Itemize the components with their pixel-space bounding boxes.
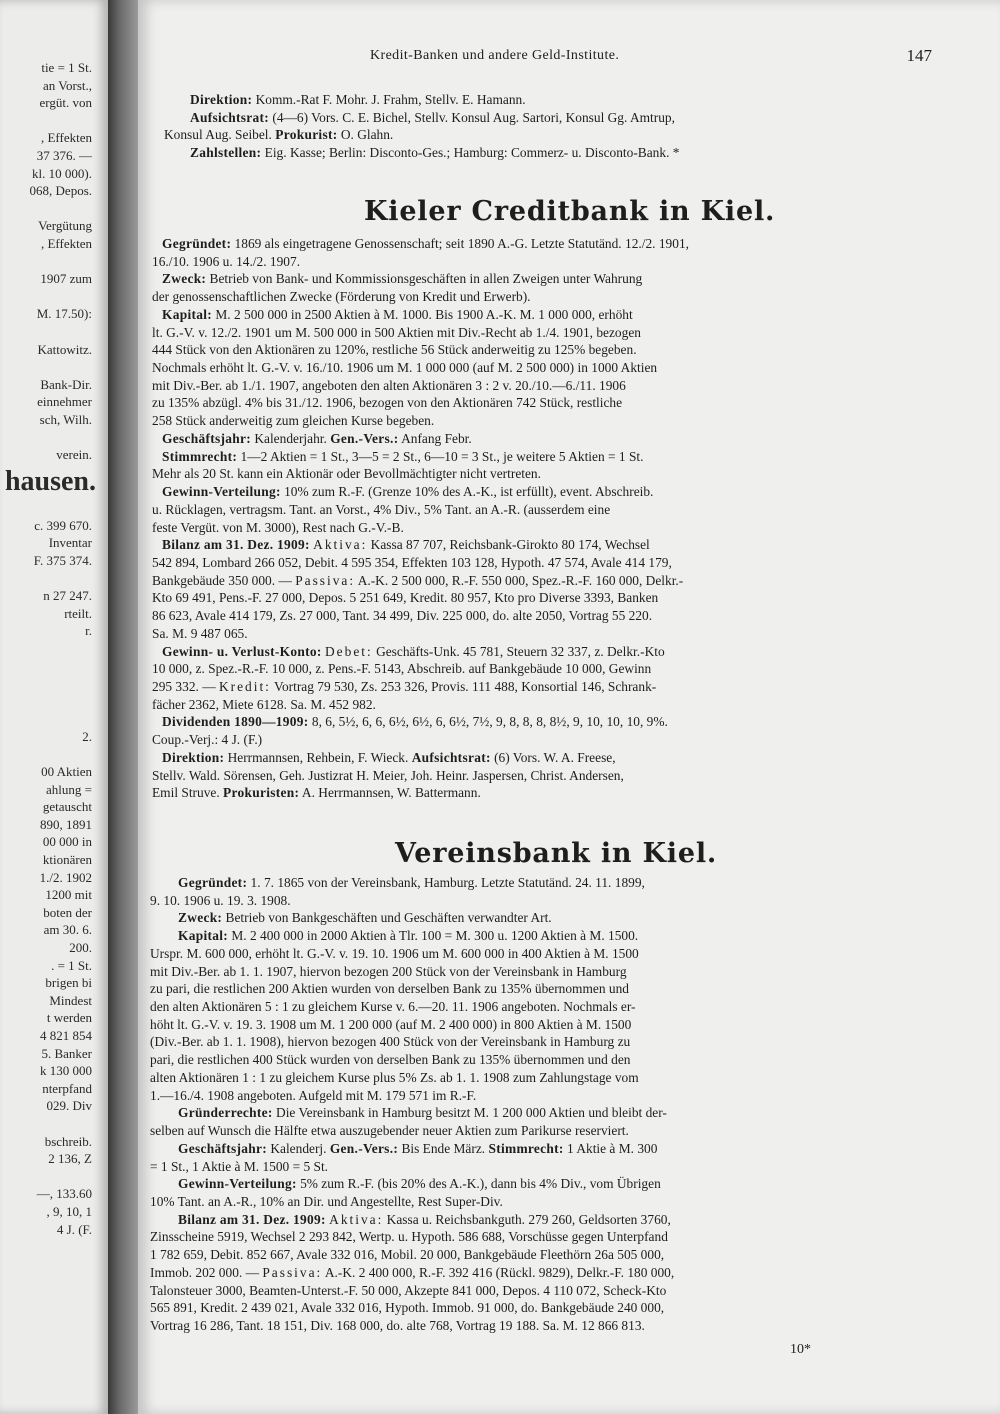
text-run: 1—2 Aktien = 1 St., 3—5 = 2 St., 6—10 = 3 St., je weitere 5 Aktien = 1 St. <box>237 448 644 464</box>
text-line <box>152 608 652 623</box>
left-page-line: 00 000 in <box>42 834 92 850</box>
text-line <box>152 768 624 783</box>
text-line <box>162 271 642 286</box>
text-line <box>152 661 651 676</box>
text-run: Die Vereinsbank in Hamburg besitzt M. 1 200 000 Aktien und bleibt der- <box>272 1105 667 1121</box>
text-line <box>152 590 658 605</box>
left-page-line: 00 Aktien <box>41 764 92 779</box>
left-page-line: , 9, 10, 1 <box>46 1204 92 1219</box>
left-page-line: n 27 247. <box>43 588 92 603</box>
left-page-line: einnehmer <box>37 394 92 410</box>
left-page-line: , Effekten <box>40 236 92 251</box>
text-run: 10% Tant. an A.-R., 10% an Dir. und Angestellte, Rest Super-Div. <box>150 1193 503 1209</box>
running-title: Kredit-Banken und andere Geld-Institute. <box>370 48 620 63</box>
left-page-line: 2. <box>82 728 92 744</box>
running-header <box>138 48 1000 70</box>
text-line <box>152 520 404 535</box>
field-label: Stimmrecht: <box>488 1140 564 1156</box>
text-run: A.-K. 2 500 000, R.-F. 550 000, Spez.-R.-F. 160 000, Delkr.- <box>355 572 684 588</box>
text-run: (Div.-Ber. ab 1. 1. 1908), hiervon bezogen 400 Stück von der Vereinsbank in Hamburg zu <box>150 1034 631 1050</box>
text-run: Bis Ende März. <box>398 1140 489 1156</box>
field-label: Gen.-Vers.: <box>329 1140 399 1156</box>
text-line <box>178 1105 667 1120</box>
text-line <box>152 785 481 800</box>
left-page-line: k 130 000 <box>40 1063 92 1079</box>
text-line <box>162 307 633 322</box>
text-line <box>190 110 675 125</box>
field-label: Gegründet: <box>162 236 232 251</box>
left-page-line: , Effekten <box>40 130 92 146</box>
text-run: (4—6) Vors. C. E. Bichel, Stellv. Konsul Aug. Sartori, Konsul Gg. Amtrup, <box>269 109 675 125</box>
left-page-line: sch, Wilh. <box>39 412 92 427</box>
text-line <box>152 342 637 357</box>
text-line <box>190 92 526 107</box>
left-page-line: nterpfand <box>42 1080 92 1096</box>
text-line <box>150 1088 476 1103</box>
text-run: 5% zum R.-F. (bis 20% des A.-K.), dann bis 4% Div., vom Übrigen <box>296 1176 661 1192</box>
field-label: Gen.-Vers.: <box>330 430 399 446</box>
ledger-side-label: Debet: <box>325 643 373 659</box>
text-line <box>162 750 616 765</box>
left-page-line: rteilt. <box>64 605 92 621</box>
text-line <box>152 378 626 393</box>
text-run: 444 Stück von den Aktionären zu 120%, restliche 56 Stück anderweitig zu 125% begeben. <box>152 342 637 358</box>
text-run: lt. G.-V. v. 12./2. 1901 um M. 500 000 in 500 Aktien mit Div.-Recht ab 1./4. 1901, bezogen <box>152 324 641 340</box>
text-line <box>150 1017 631 1032</box>
text-line <box>150 1300 664 1315</box>
left-page-line: brigen bi <box>45 975 92 991</box>
left-page-line: 200. <box>69 940 92 955</box>
field-label: Aufsichtsrat: <box>190 109 270 125</box>
text-run: Komm.-Rat F. Mohr. J. Frahm, Stellv. E. Hamann. <box>252 92 526 107</box>
text-run: selben auf Wunsch die Hälfte etwa auszugebender neuer Aktien zum Parikurse reserviert. <box>150 1123 629 1139</box>
page-147 <box>138 0 1000 1414</box>
field-label: Zweck: <box>162 271 207 287</box>
kieler-creditbank-title: Kieler Creditbank in Kiel. <box>364 196 776 227</box>
text-run: Kto 69 491, Pens.-F. 27 000, Depos. 5 251 649, Kredit. 80 957, Kto pro Diverse 3393, Banken <box>152 590 659 606</box>
text-line <box>162 449 643 464</box>
field-label: Stimmrecht: <box>162 448 238 464</box>
text-line <box>152 413 434 428</box>
field-label: Geschäftsjahr: <box>178 1140 267 1156</box>
text-run: mit Div.-Ber. ab 1. 1. 1907, hiervon bezogen 200 Stück von der Vereinsbank in Hamburg <box>150 963 627 979</box>
field-label: Prokuristen: <box>223 785 300 801</box>
ledger-side-label: Aktiva: <box>313 537 368 553</box>
text-run: der genossenschaftlichen Zwecke (Förderung von Kredit und Erwerb). <box>152 289 531 305</box>
book-spine <box>108 0 138 1414</box>
text-run: Konsul Aug. Seibel. <box>164 127 276 142</box>
left-page-line: 5. Banker <box>41 1045 92 1061</box>
left-page-line: M. 17.50): <box>36 306 92 322</box>
text-line <box>152 679 656 694</box>
text-line <box>178 928 638 943</box>
text-line <box>150 1247 664 1262</box>
text-line <box>152 325 641 340</box>
left-page-line: am 30. 6. <box>43 922 92 938</box>
text-line <box>150 1265 674 1280</box>
text-run: höht lt. G.-V. v. 19. 3. 1908 um M. 1 200 000 (auf M. 2 400 000) in 800 Aktien à M. 1500 <box>150 1016 632 1032</box>
left-page-line: Inventar <box>48 535 92 551</box>
text-run: Betrieb von Bankgeschäften und Geschäften verwandter Art. <box>222 910 552 926</box>
text-line <box>162 537 650 552</box>
left-page-line: Kattowitz. <box>37 341 92 357</box>
text-run: mit Div.-Ber. ab 1./1. 1907, angeboten den alten Aktionären 3 : 2 v. 20./10.—6./11. 1906 <box>152 377 626 393</box>
text-line <box>164 127 393 142</box>
text-line <box>152 697 376 712</box>
text-run: Urspr. M. 600 000, erhöht lt. G.-V. v. 19. 10. 1906 um M. 600 000 in 400 Aktien à M. 1500 <box>150 945 639 961</box>
text-run: (6) Vors. W. A. Freese, <box>490 749 616 765</box>
left-page-line: 1200 mit <box>45 887 92 903</box>
text-run: Emil Struve. <box>152 785 224 801</box>
text-line <box>162 714 668 729</box>
text-run: 1.—16./4. 1908 angeboten. Aufgeld mit M. 179 571 im R.-F. <box>150 1087 477 1103</box>
signature-mark: 10* <box>790 1342 811 1357</box>
left-page-line: ktionären <box>42 852 92 867</box>
text-line <box>150 946 639 961</box>
field-label: Gewinn-Verteilung: <box>178 1176 297 1192</box>
text-run: Sa. M. 9 487 065. <box>152 625 248 641</box>
text-line <box>162 484 653 499</box>
text-line <box>150 964 627 979</box>
ledger-side-label: Kredit: <box>218 679 271 694</box>
left-page-line: an Vorst., <box>43 77 92 93</box>
text-run: 258 Stück anderweitig zum gleichen Kurse begeben. <box>152 413 435 429</box>
field-label: Dividenden 1890—1909: <box>162 714 309 730</box>
text-line <box>150 1229 668 1244</box>
left-page-line: 37 376. — <box>36 148 92 163</box>
text-line <box>152 626 248 641</box>
left-page-line: 1907 zum <box>40 271 92 287</box>
left-page-line: 2 136, Z <box>48 1151 92 1167</box>
field-label: Aufsichtsrat: <box>411 749 491 765</box>
text-run: feste Vergüt. von M. 3000), Rest nach G.-V.-B. <box>152 519 404 535</box>
left-page-line: Mindest <box>49 992 92 1008</box>
text-run: O. Glahn. <box>337 127 394 142</box>
text-run: Herrmannsen, Rehbein, F. Wieck. <box>224 749 412 765</box>
text-run: Eig. Kasse; Berlin: Disconto-Ges.; Hamburg: Commerz- u. Disconto-Bank. * <box>261 144 680 160</box>
field-label: Gründerrechte: <box>178 1105 273 1121</box>
field-label: Gewinn- u. Verlust-Konto: <box>162 643 322 659</box>
text-run: A.-K. 2 400 000, R.-F. 392 416 (Rückl. 9829), Delkr.-F. 180 000, <box>322 1264 675 1280</box>
text-run: Betrieb von Bank- und Kommissionsgeschäften in allen Zweigen unter Wahrung <box>206 271 643 287</box>
ledger-side-label: Passiva: <box>295 572 356 588</box>
left-page-line: 890, 1891 <box>40 816 92 832</box>
text-run: Kalenderj. <box>267 1140 330 1156</box>
text-run: Kassa u. Reichsbankguth. 279 260, Geldsorten 3760, <box>383 1211 671 1227</box>
text-line <box>178 1212 671 1227</box>
text-line <box>152 254 300 269</box>
text-run: 9. 10. 1906 u. 19. 3. 1908. <box>150 892 291 908</box>
text-run: Bankgebäude 350 000. — <box>152 572 296 588</box>
text-run: Coup.-Verj.: 4 J. (F.) <box>152 732 263 748</box>
left-page-line: Bank-Dir. <box>40 376 92 392</box>
text-line <box>150 981 629 996</box>
text-run: M. 2 400 000 in 2000 Aktien à Tlr. 100 = M. 300 u. 1200 Aktien à M. 1500. <box>228 928 639 944</box>
field-label: Direktion: <box>190 92 253 107</box>
left-page-line: getauscht <box>42 799 92 815</box>
text-run: 86 623, Avale 414 179, Zs. 27 000, Tant. 34 499, Div. 225 000, do. alte 2050, Vortrag 55 220. <box>152 608 653 624</box>
left-page-line: 029. Div <box>46 1098 92 1114</box>
left-page-line: 068, Depos. <box>29 183 92 199</box>
field-label: Zahlstellen: <box>190 144 262 160</box>
text-line <box>152 573 683 588</box>
text-line <box>150 1070 639 1085</box>
text-line <box>152 502 610 517</box>
text-line <box>150 999 636 1014</box>
field-label: Gewinn-Verteilung: <box>162 484 281 500</box>
text-run: Zinsscheine 5919, Wechsel 2 293 842, Wertp. u. Hypoth. 586 688, Vorschüsse gegen Unterpfand <box>150 1229 668 1245</box>
text-line <box>152 395 622 410</box>
text-line <box>178 1141 657 1156</box>
text-run: Nochmals erhöht lt. G.-V. v. 16./10. 1906 um M. 1 000 000 (auf M. 2 500 000) in 1000 Aktien <box>152 360 658 376</box>
text-line <box>178 875 645 890</box>
left-page-line: 4 J. (F. <box>56 1221 92 1237</box>
text-line <box>150 1159 328 1174</box>
left-page-line: kl. 10 000). <box>32 165 92 181</box>
text-line <box>152 289 531 304</box>
text-line <box>152 555 672 570</box>
text-line <box>178 910 552 925</box>
text-run: A. Herrmannsen, W. Battermann. <box>299 785 481 801</box>
left-page-line: r. <box>85 623 92 639</box>
text-run: Mehr als 20 St. kann ein Aktionär oder Bevollmächtigter nicht vertreten. <box>152 466 541 482</box>
text-run: 565 891, Kredit. 2 439 021, Avale 332 016, Hypoth. Immob. 91 000, do. Bankgebäude 240 000, <box>150 1300 665 1316</box>
text-line <box>150 1052 630 1067</box>
text-run: 10 000, z. Spez.-R.-F. 10 000, z. Pens.-F. 5143, Abschreib. auf Bankgebäude 10 000, Gewinn <box>152 661 652 677</box>
field-label: Zweck: <box>178 910 223 926</box>
left-page-line: hausen. <box>4 466 96 498</box>
text-run: alten Aktionären 1 : 1 zu gleichem Kurse plus 5% Zs. ab 1. 1. 1908 zum Zahlungstage vom <box>150 1069 639 1085</box>
left-page-line: verein. <box>56 447 92 463</box>
text-line <box>152 360 657 375</box>
field-label: Kapital: <box>162 306 213 322</box>
text-run: u. Rücklagen, vertragsm. Tant. an Vorst., 4% Div., 5% Tant. an A.-R. (ausserdem eine <box>152 501 611 517</box>
left-page-line: tie = 1 St. <box>41 60 92 75</box>
left-page-line: bschreib. <box>44 1133 92 1149</box>
text-run: 1 Aktie à M. 300 <box>563 1140 658 1156</box>
field-label: Prokurist: <box>275 127 338 142</box>
page-number: 147 <box>906 46 932 65</box>
text-run: zu 135% abzügl. 4% bis 31./12. 1906, bezogen von den Aktionären 742 Stück, restliche <box>152 395 623 411</box>
left-page-line: boten der <box>43 904 92 920</box>
text-run: Talonsteuer 3000, Beamten-Unterst.-F. 50 000, Akzepte 841 000, Depos. 4 110 072, Scheck-Kto <box>150 1282 667 1298</box>
text-line <box>150 1283 666 1298</box>
text-line <box>150 1123 629 1138</box>
text-line <box>162 236 689 251</box>
text-line <box>152 732 262 747</box>
text-run: Immob. 202 000. — <box>150 1264 263 1280</box>
left-page-line: . = 1 St. <box>51 957 92 973</box>
left-page-line: 4 821 854 <box>40 1028 92 1043</box>
vereinsbank-title: Vereinsbank in Kiel. <box>395 838 718 869</box>
text-run: Kassa 87 707, Reichsbank-Girokto 80 174, Wechsel <box>367 537 650 553</box>
field-label: Direktion: <box>162 749 225 765</box>
text-line <box>162 431 472 446</box>
left-page-line: 1./2. 1902 <box>39 869 92 885</box>
text-run: fächer 2362, Miete 6128. Sa. M. 452 982. <box>152 696 376 712</box>
field-label: Gegründet: <box>178 875 248 890</box>
text-run: Geschäfts-Unk. 45 781, Steuern 32 337, z. Delkr.-Kto <box>372 643 665 659</box>
left-page-line: ahlung = <box>46 781 92 797</box>
text-line <box>150 1318 645 1333</box>
text-run: 295 332. — <box>152 679 219 694</box>
text-run: 1 782 659, Debit. 852 667, Avale 332 016, Mobil. 20 000, Bankgebäude Fleethörn 26a 505 000, <box>150 1247 665 1263</box>
left-page-line: ergüt. von <box>39 95 92 111</box>
text-run: M. 2 500 000 in 2500 Aktien à M. 1000. Bis 1900 A.-K. M. 1 000 000, erhöht <box>212 306 633 322</box>
text-line <box>152 466 541 481</box>
ledger-side-label: Aktiva: <box>329 1211 384 1227</box>
text-run: Vortrag 79 530, Zs. 253 326, Provis. 111 488, Konsortial 146, Schrank- <box>270 679 657 694</box>
text-run: 1869 als eingetragene Genossenschaft; seit 1890 A.-G. Letzte Statutänd. 12./2. 1901, <box>231 236 689 251</box>
text-line <box>190 145 679 160</box>
left-page-line: —, 133.60 <box>36 1186 92 1202</box>
text-run: 10% zum R.-F. (Grenze 10% des A.-K., ist erfüllt), event. Abschreib. <box>280 484 654 500</box>
text-line <box>150 1034 630 1049</box>
text-line <box>150 1194 503 1209</box>
field-label: Geschäftsjahr: <box>162 430 251 446</box>
text-run: 16./10. 1906 u. 14./2. 1907. <box>152 253 301 269</box>
ledger-side-label: Passiva: <box>262 1264 323 1280</box>
field-label: Bilanz am 31. Dez. 1909: <box>178 1211 326 1227</box>
text-run: 1. 7. 1865 von der Vereinsbank, Hamburg. Letzte Statutänd. 24. 11. 1899, <box>247 875 645 890</box>
text-run: den alten Aktionären 5 : 1 zu gleichem Kurse v. 6.—20. 11. 1906 angeboten. Nochmals er- <box>150 999 636 1015</box>
text-run: 542 894, Lombard 266 052, Debit. 4 595 354, Effekten 103 128, Hypoth. 47 574, Avale 414 179, <box>152 554 672 570</box>
field-label: Kapital: <box>178 928 229 944</box>
left-page-line: F. 375 374. <box>33 552 92 568</box>
text-run: = 1 St., 1 Aktie à M. 1500 = 5 St. <box>150 1158 329 1174</box>
text-line <box>162 644 665 659</box>
left-page-fragment <box>0 0 108 1414</box>
text-run: Kalenderjahr. <box>251 430 331 446</box>
text-run: pari, die restlichen 400 Stück wurden von derselben Bank zu 135% übernommen und den <box>150 1052 631 1068</box>
text-run: Stellv. Wald. Sörensen, Geh. Justizrat H. Meier, Joh. Heinr. Jaspersen, Christ. Andersen, <box>152 767 624 783</box>
left-page-line: Vergütung <box>38 218 92 234</box>
left-page-line: t werden <box>46 1010 92 1026</box>
field-label: Bilanz am 31. Dez. 1909: <box>162 537 310 553</box>
left-page-line: c. 399 670. <box>34 517 92 533</box>
text-run: zu pari, die restlichen 200 Aktien wurden von derselben Bank zu 135% übernommen und <box>150 981 629 997</box>
text-line <box>150 893 291 908</box>
text-run: Anfang Febr. <box>398 430 472 446</box>
text-line <box>178 1176 661 1191</box>
text-run: Vortrag 16 286, Tant. 18 151, Div. 168 000, do. alte 768, Vortrag 19 188. Sa. M. 12 866 813. <box>150 1318 645 1333</box>
text-run: 8, 6, 5½, 6, 6, 6½, 6½, 6, 6½, 7½, 9, 8, 8, 8, 8½, 9, 10, 10, 10, 9%. <box>308 714 668 730</box>
